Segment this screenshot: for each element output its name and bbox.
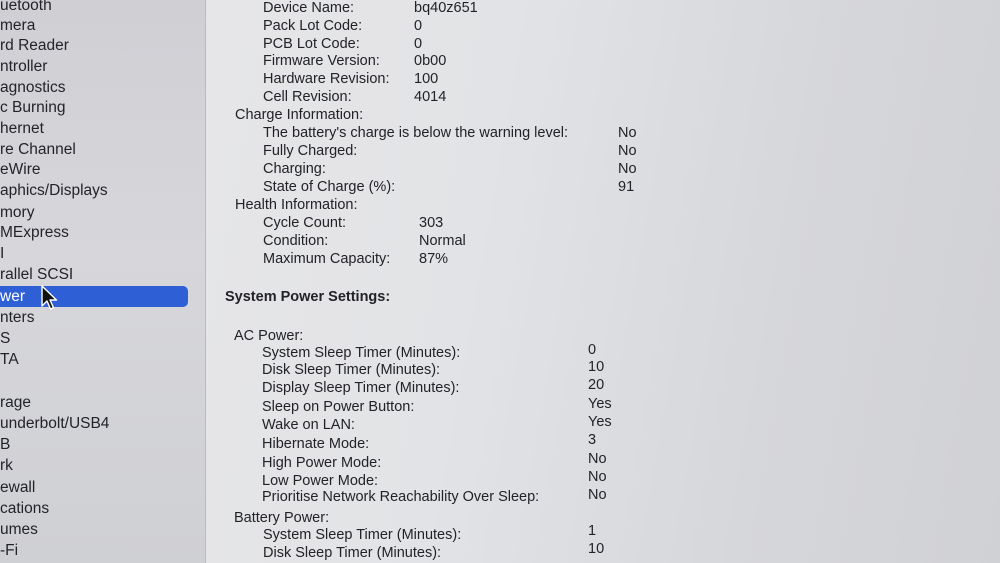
network-reachability-label: Prioritise Network Reachability Over Sleep: [262,489,540,505]
network-reachability-value: No [588,487,607,503]
sidebar-item-firewire[interactable]: eWire [0,161,41,178]
warning-level-label: The battery's charge is below the warning level: [263,125,569,141]
sidebar-item-volumes[interactable]: umes [0,521,38,538]
device-name-label: Device Name: [263,0,355,16]
sidebar-item-storage[interactable]: rage [0,394,32,411]
charge-information-heading: Charge Information: [235,107,364,123]
low-power-mode-value: No [588,469,607,485]
battery-power-heading: Battery Power: [234,510,330,526]
sidebar-item-ethernet[interactable]: hernet [0,120,44,137]
sidebar-item-pci[interactable]: I [0,245,5,262]
ac-display-sleep-label: Display Sleep Timer (Minutes): [262,380,460,396]
pack-lot-code-value: 0 [414,18,423,34]
sleep-on-power-button-label: Sleep on Power Button: [262,399,415,415]
fully-charged-value: No [618,143,637,159]
wake-on-lan-label: Wake on LAN: [262,417,355,433]
sidebar-item-memory[interactable]: mory [0,204,35,221]
high-power-mode-value: No [588,451,607,467]
wake-on-lan-value: Yes [588,414,612,430]
hibernate-mode-value: 3 [588,432,597,448]
ac-system-sleep-value: 0 [588,342,597,358]
pcb-lot-code-label: PCB Lot Code: [263,36,360,52]
sidebar-item-controller[interactable]: ntroller [0,58,48,75]
maximum-capacity-label: Maximum Capacity: [263,251,391,267]
charging-label: Charging: [263,161,326,177]
sidebar-item-disc-burning[interactable]: c Burning [0,99,66,116]
pcb-lot-code-value: 0 [414,36,423,52]
state-of-charge-label: State of Charge (%): [263,179,396,195]
ac-disk-sleep-value: 10 [588,359,605,375]
hardware-revision-label: Hardware Revision: [263,71,390,87]
state-of-charge-value: 91 [618,179,635,195]
cycle-count-value: 303 [419,215,444,231]
hardware-revision-value: 100 [414,71,439,87]
sidebar-item-bluetooth[interactable]: uetooth [0,0,52,14]
maximum-capacity-value: 87% [419,251,449,267]
sidebar-item-camera[interactable]: mera [0,17,36,34]
fully-charged-label: Fully Charged: [263,143,358,159]
cell-revision-value: 4014 [414,89,447,105]
device-name-value: bq40z651 [414,0,478,16]
sidebar-item-network[interactable]: rk [0,457,13,474]
condition-label: Condition: [263,233,329,249]
pack-lot-code-label: Pack Lot Code: [263,18,363,34]
sidebar-item-fibre-channel[interactable]: re Channel [0,141,76,158]
high-power-mode-label: High Power Mode: [262,455,382,471]
firmware-version-value: 0b00 [414,53,447,69]
low-power-mode-label: Low Power Mode: [262,473,379,489]
sidebar-item-usb[interactable]: B [0,436,11,453]
battery-disk-sleep-value: 10 [588,541,605,557]
sidebar-item-card-reader[interactable]: rd Reader [0,37,69,54]
system-power-settings-heading: System Power Settings: [225,289,391,305]
arrow-pointer-icon [40,285,58,311]
sidebar-item-nvmexpress[interactable]: MExpress [0,224,69,241]
ac-disk-sleep-label: Disk Sleep Timer (Minutes): [262,362,441,378]
sidebar-item-firewall[interactable]: ewall [0,479,36,496]
health-information-heading: Health Information: [235,197,358,213]
sidebar-item-sata[interactable]: TA [0,351,19,368]
hibernate-mode-label: Hibernate Mode: [262,436,370,452]
firmware-version-label: Firmware Version: [263,53,380,69]
sidebar-item-wi-fi[interactable]: -Fi [0,542,19,559]
battery-system-sleep-label: System Sleep Timer (Minutes): [263,527,462,543]
sidebar-item-locations[interactable]: cations [0,500,50,517]
sidebar-item-thunderbolt-usb4[interactable]: underbolt/USB4 [0,415,110,432]
sidebar [0,0,206,563]
sidebar-item-sas[interactable]: S [0,330,11,347]
ac-system-sleep-label: System Sleep Timer (Minutes): [262,345,461,361]
cell-revision-label: Cell Revision: [263,89,352,105]
condition-value: Normal [419,233,466,249]
detail-pane [206,0,1000,563]
ac-power-heading: AC Power: [234,328,304,344]
sidebar-item-power[interactable]: wer [0,286,188,307]
sidebar-item-diagnostics[interactable]: agnostics [0,79,66,96]
sidebar-item-parallel-scsi[interactable]: rallel SCSI [0,266,74,283]
sleep-on-power-button-value: Yes [588,396,612,412]
battery-system-sleep-value: 1 [588,523,597,539]
warning-level-value: No [618,125,637,141]
battery-disk-sleep-label: Disk Sleep Timer (Minutes): [263,545,442,561]
sidebar-item-printers[interactable]: nters [0,309,35,326]
charging-value: No [618,161,637,177]
sidebar-item-graphics-displays[interactable]: aphics/Displays [0,182,108,199]
ac-display-sleep-value: 20 [588,377,605,393]
cycle-count-label: Cycle Count: [263,215,347,231]
